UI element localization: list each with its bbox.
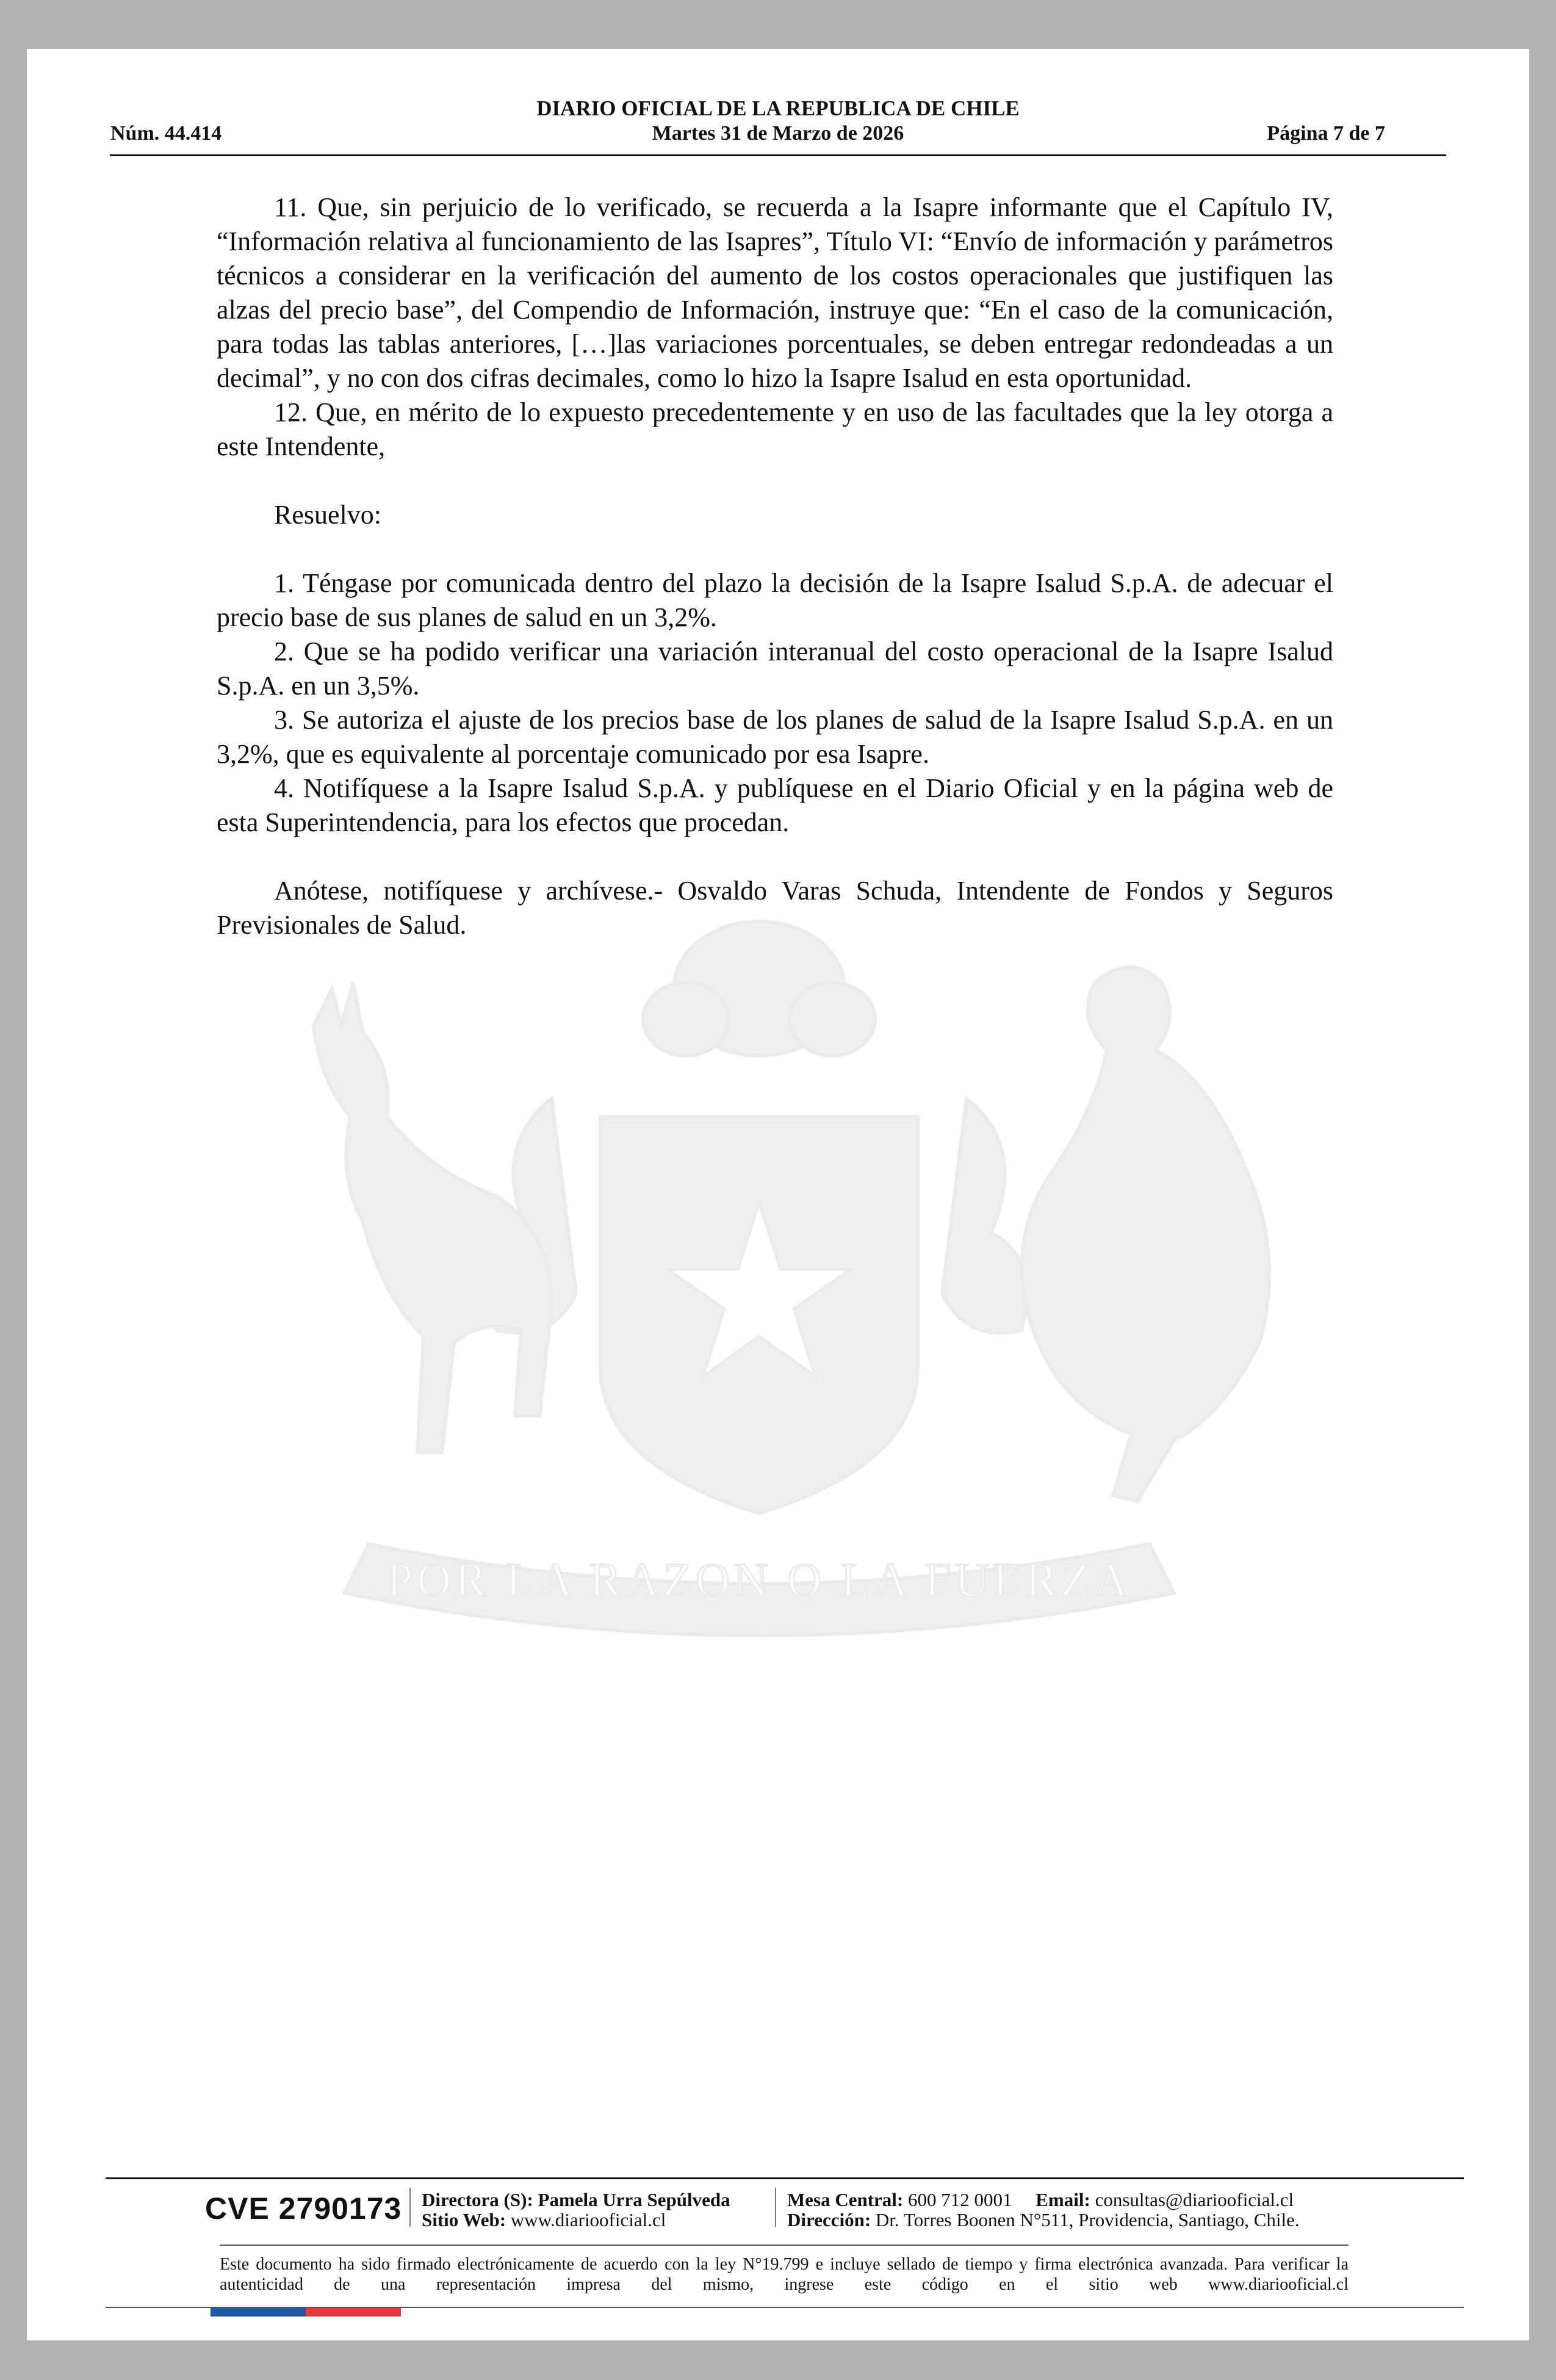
document-page [27,49,1529,2340]
phone-label: Mesa Central: [787,2189,904,2210]
cve-code: CVE 2790173 [205,2191,402,2226]
address-text: Dr. Torres Boonen N°511, Providencia, Santiago, Chile. [875,2209,1300,2230]
footer-contact [787,2189,1294,2211]
resuelvo-heading: Resuelvo: [274,500,381,530]
footer-mid-divider [220,2245,1349,2246]
footer-separator [409,2188,411,2227]
header-divider [110,154,1446,156]
issue-number: Núm. 44.414 [110,122,222,145]
footer-address [787,2209,1300,2231]
resolution-item-3: 3. Se autoriza el ajuste de los precios base de los planes de salud de la Isapre Isalud S.p.A. en un 3,2%, que es equivalente al porcentaje comunicado por esa Isapre. [217,705,1333,769]
email-link[interactable]: consultas@diariooficial.cl [1095,2189,1294,2210]
address-label: Dirección: [787,2209,871,2230]
footer-separator [775,2188,776,2227]
director-label: Directora (S): [422,2189,533,2210]
paragraph-12: 12. Que, en mérito de lo expuesto precedentemente y en uso de las facultades que la ley otorga a este Intendente, [217,397,1333,461]
footer-top-divider [106,2177,1464,2179]
authenticity-note: Este documento ha sido firmado electrónicamente de acuerdo con la ley N°19.799 e incluye sellado de tiempo y firma electrónica avanzada. Para verificar la autenticidad de una representación impresa del mismo, ingrese este código en el sitio web www.diariooficial.cl [220,2255,1349,2294]
publication-title: DIARIO OFICIAL DE LA REPUBLICA DE CHILE [536,96,1020,120]
resolution-item-1: 1. Téngase por comunicada dentro del plazo la decisión de la Isapre Isalud S.p.A. de adecuar el precio base de sus planes de salud en un 3,2%. [217,568,1333,632]
footer-website [422,2209,666,2231]
resolution-body [217,190,1333,942]
phone-number: 600 712 0001 [908,2189,1012,2210]
footer-director [422,2189,730,2211]
director-name: Pamela Urra Sepúlveda [538,2189,730,2210]
resolution-item-4: 4. Notifíquese a la Isapre Isalud S.p.A. y publíquese en el Diario Oficial y en la página web de esta Superintendencia, para los efectos que procedan. [217,773,1333,837]
resolution-item-2: 2. Que se ha podido verificar una variación interanual del costo operacional de la Isapre Isalud S.p.A. en un 3,5%. [217,636,1333,701]
issue-date: Martes 31 de Marzo de 2026 [652,122,904,145]
website-link[interactable]: www.diariooficial.cl [510,2209,666,2230]
paragraph-11: 11. Que, sin perjuicio de lo verificado, se recuerda a la Isapre informante que el Capítulo IV, “Información relativa al funcionamiento de las Isapres”, Título VI: “Envío de información y parámetros técnicos a considerar en la verificación del aumento de los costos operacionales que justifiquen las alzas del precio base”, del Compendio de Información, instruye que: “En el caso de la comunicación, para todas las tablas anteriores, […]las variaciones porcentuales, se deben entregar redondeadas a un decimal”, y no con dos cifras decimales, como lo hizo la Isapre Isalud en esta oportunidad. [217,192,1333,393]
flag-stripe-red [306,2308,401,2317]
page-number: Página 7 de 7 [1267,122,1385,145]
coat-of-arms-watermark-icon [210,915,1320,1709]
closing-signature-line: Anótese, notifíquese y archívese.- Osvaldo Varas Schuda, Intendente de Fondos y Seguros Previsionales de Salud. [217,876,1333,940]
flag-stripe-blue [211,2308,306,2317]
watermark-motto: POR LA RAZON O LA FUERZA [386,1553,1132,1606]
website-label: Sitio Web: [422,2209,506,2230]
email-label: Email: [1036,2189,1090,2210]
